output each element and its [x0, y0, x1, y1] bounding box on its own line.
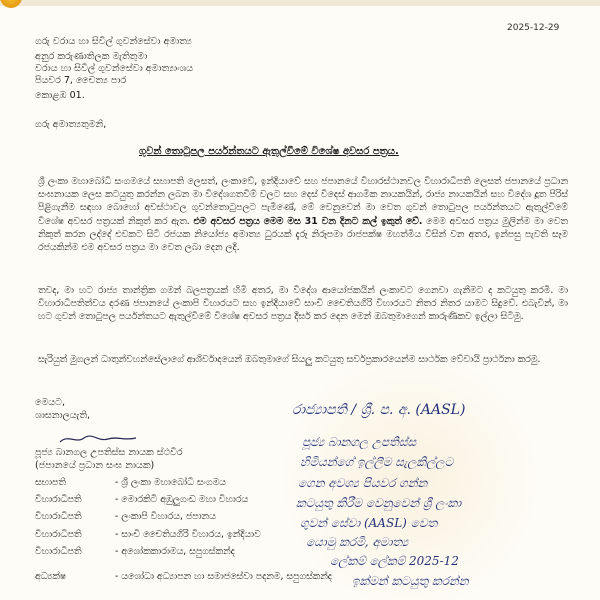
handwritten-minute-line: ලේකම් ලේකම් 2025-12	[330, 554, 459, 568]
handwritten-minute-line: පූජ්‍ය බානගල උපතිස්ස	[302, 435, 417, 449]
role-row: විහාරාධිපති - සාංචි චෛතියගිරි විහාරය, ඉන්දියාව	[35, 529, 261, 540]
signatory-title: (ජපානයේ ප්‍රධාන සංඝ නායක)	[35, 460, 155, 471]
emblem-logo	[0, 0, 22, 8]
body-paragraph-2: තවද, මා හට රාජ්‍ය තාන්ත්‍රික ගමන් බලපත්‍රයක් හිමි අතර, මා විදේශ ආයෝජකයින් ලංකාවට ගෙනවා ගැනීමට ද කටයුතු කරමි. මා විහාරාධිපතිත්වය දරණ ජපානයේ ලංකාපි විහාරයට සහ ඉන්දියාවේ සාංචි චෛතියගිරි විහාරයට නිතර නිතර යාමට සිදුවේ. එබැවින්, මා හට ගුවන් තොටුපල පර්යන්තයට ඇතුල්වීමේ විශේෂ අවසර පත්‍රය දීර්ඝ කර දෙන මෙන් ඔබතුමාගෙන් කාරුණිකව ඉල්ලා සිටිමු.	[38, 285, 568, 323]
recipient-line-2: අනුර කරුණාතිලක මැතිතුමා	[35, 51, 148, 62]
handwritten-minute-line: ගුවන් සේවා (AASL) වෙත	[300, 516, 438, 530]
recipient-line-4: පියවර 7, චෛත්‍ය පාර	[35, 75, 127, 86]
signature-mark	[58, 432, 138, 446]
expiry-notice: එම අවසර පත්‍රය මෙම මස 31 වන දිනට කල් ඉකුත් වේ.	[193, 215, 423, 227]
handwritten-minute-line: ගෙන අවශ්‍ය පියවර ගන්න	[298, 476, 428, 490]
role-row: විහාරාධිපති - මොරකිටි අඹුලුගංඩ මහා විහාරය	[35, 494, 249, 505]
role-row: විහාරාධිපති - අශෝකකාරාමය, සපුගස්කන්ද	[35, 546, 235, 557]
letter-subject: ගුවන් තොටුපල පර්යන්තයට ඇතුල්වීමේ විශේෂ අවසර පත්‍රය.	[139, 146, 399, 157]
header-strip	[0, 0, 600, 6]
paragraph-1-continued: මෙම අවසර පත්‍රය මුලින්ම මා වෙත නිකුත් කරන ලද්දේ එවකට සිටි රජයක නියෝජ්‍ය අමාත්‍ය ධුරයක් දැරූ නිරූපමා රාජපක්ෂ මහත්මිය විසින් වන අතර, ඉන්පසු පැවති සෑම රජයකින්ම එම අවසර පත්‍රය මා වෙත ලබා දෙන ලදි.	[38, 215, 568, 254]
recipient-line-1: ගරු වරාය හා සිවිල් ගුවන්සේවා අමාත්‍ය	[35, 36, 192, 47]
handwritten-minute-line: යොමු කරමි, අමාත්‍ය	[306, 535, 409, 549]
salutation: ගරු අමාත්‍යතුමනි,	[35, 119, 107, 130]
recipient-line-5: කොළඹ 01.	[35, 90, 85, 101]
letter-date: 2025-12-29	[507, 23, 560, 33]
role-row: විහාරාධිපති - ලංකාපි විහාරය, ජපානය	[35, 511, 216, 522]
body-paragraph-3: සැරියුත් මුගලන් ධාතුන්වහන්සේලාගේ ආශිර්වාදයෙන් ඔබතුමාගේ සියලු කටයුතු සර්වප්‍රකාරයෙන්ම සාර්ථක වේවායි ප්‍රාර්ථනා කරමු.	[38, 354, 541, 365]
handwritten-minute-line: කටයුතු කිරීම වෙනුවෙන් ශ්‍රී ලංකා	[296, 496, 462, 510]
handwritten-minute-line: හිමියන්ගේ ඉල්ලීම සැලකිල්ලට	[300, 455, 454, 469]
role-row: සභාපති - ශ්‍රී ලංකා මහාබෝධි සංගමය	[35, 477, 226, 488]
paragraph-1-text: ශ්‍රී ලංකා මහාබෝධි සංගමයේ සභාපති ලෙසත්, ලංකාවේ, ඉන්දියාවේ සහ ජපානයේ විහාරස්ථානවල විහාරාධිපති ලෙසත් ජපානයේ ප්‍රධාන සංඝනායක ලෙස කටයුතු කරන්න ලබන මා විදේශගතවීම් වලට සහ දෙස් විදෙස් ආගමික නායකයින්, රාජ්‍ය නායකයින් සහ විදේශ දූත පිරිස් පිළිගැනීම සඳහා බොහෝ අවස්ථාවල ගුවන්තොටුපලට පැමිණේ, මේ වෙනුවෙන් මා වෙත ගුවන් තොටුපල පර්යන්තයට ඇතුල්වීමේ විශේෂ අවසර පත්‍රයක් නිකුත් කර ඇත.	[38, 176, 568, 227]
closing-line-1: මෙයට,	[35, 397, 65, 408]
body-paragraph-1	[38, 175, 568, 254]
closing-line-2: ශාසනාලයැති,	[35, 410, 91, 421]
handwritten-minute-line: රාජ්‍යාපති / ශ්‍රී. ප. අ. (AASL)	[292, 402, 466, 418]
recipient-line-3: වරාය හා සිවිල් ගුවන්සේවා අමාත්‍යාංශය	[35, 63, 194, 74]
handwritten-minute-line: ඉක්මන් කටයුතු කරන්න	[352, 574, 469, 588]
role-row: අධ්‍යක්ෂ - යශෝධා අධ්‍යාපන හා සමාජසේවා පදනම, සපුගස්කන්ද	[35, 571, 332, 582]
signatory-name: පූජ්‍ය බානගල උපතිස්ස නායක ස්ථවිර	[35, 447, 183, 458]
